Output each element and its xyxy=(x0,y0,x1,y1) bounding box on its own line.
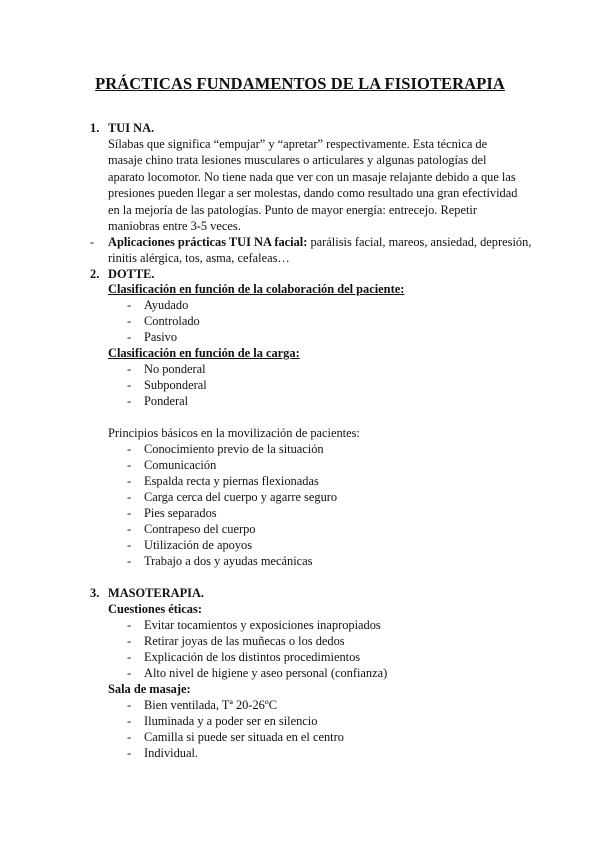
list-item: Ayudado xyxy=(144,298,189,312)
bullet-dash: - xyxy=(127,506,132,520)
bullet-dash: - xyxy=(127,378,132,392)
bullet-dash: - xyxy=(127,746,132,760)
bullet-dash: - xyxy=(127,458,132,472)
bullet-dash: - xyxy=(127,538,132,552)
subheading-ethics: Cuestiones éticas: xyxy=(108,602,202,616)
bullet-dash: - xyxy=(127,330,132,344)
bullet-dash: - xyxy=(127,650,132,664)
bullet-dash: - xyxy=(127,554,132,568)
bullet-dash: - xyxy=(127,698,132,712)
list-item: Subponderal xyxy=(144,378,207,392)
bullet-dash: - xyxy=(127,522,132,536)
list-item: Pasivo xyxy=(144,330,178,344)
subheading-collaboration: Clasificación en función de la colaboración del paciente: xyxy=(108,282,405,296)
list-item: Trabajo a dos y ayudas mecánicas xyxy=(144,554,313,568)
bullet-dash: - xyxy=(127,362,132,376)
section-3-number: 3. xyxy=(90,586,100,600)
bullet-dash: - xyxy=(127,314,132,328)
list-item: No ponderal xyxy=(144,362,206,376)
section-2-heading: DOTTE. xyxy=(108,267,155,281)
bullet-dash: - xyxy=(127,442,132,456)
applications-line xyxy=(108,234,531,250)
list-item: Alto nivel de higiene y aseo personal (confianza) xyxy=(144,666,388,680)
list-item: Ponderal xyxy=(144,394,189,408)
bullet-dash: - xyxy=(127,730,132,744)
bullet-dash: - xyxy=(127,714,132,728)
list-item: Bien ventilada, Tª 20-26ºC xyxy=(144,698,277,712)
list-item: Contrapeso del cuerpo xyxy=(144,522,256,536)
list-item: Espalda recta y piernas flexionadas xyxy=(144,474,319,488)
list-item: Iluminada y a poder ser en silencio xyxy=(144,714,318,728)
list-item: Individual. xyxy=(144,746,199,760)
list-item: Evitar tocamientos y exposiciones inapropiados xyxy=(144,618,381,632)
list-item: Controlado xyxy=(144,314,200,328)
bullet-dash: - xyxy=(127,634,132,648)
list-item: Retirar joyas de las muñecas o los dedos xyxy=(144,634,345,648)
page-title: PRÁCTICAS FUNDAMENTOS DE LA FISIOTERAPIA xyxy=(95,74,505,93)
list-item: Camilla si puede ser situada en el centro xyxy=(144,730,344,744)
section-1-number: 1. xyxy=(90,121,100,135)
list-item: Conocimiento previo de la situación xyxy=(144,442,324,456)
bullet-dash: - xyxy=(127,394,132,408)
applications-text: parálisis facial, mareos, ansiedad, depresión, xyxy=(307,235,532,249)
list-item: Carga cerca del cuerpo y agarre seguro xyxy=(144,490,338,504)
list-item: Comunicación xyxy=(144,458,217,472)
principles-heading: Principios básicos en la movilización de pacientes: xyxy=(108,426,360,440)
list-item: Explicación de los distintos procedimientos xyxy=(144,650,361,664)
section-3-heading: MASOTERAPIA. xyxy=(108,586,205,600)
section-1-heading: TUI NA. xyxy=(108,121,155,135)
bullet-dash: - xyxy=(127,618,132,632)
bullet-dash: - xyxy=(90,235,95,249)
bullet-dash: - xyxy=(127,666,132,680)
bullet-dash: - xyxy=(127,474,132,488)
subheading-load: Clasificación en función de la carga: xyxy=(108,346,300,360)
applications-text-continued: rinitis alérgica, tos, asma, cefaleas… xyxy=(108,251,290,265)
applications-label: Aplicaciones prácticas TUI NA facial: xyxy=(108,235,308,249)
list-item: Pies separados xyxy=(144,506,217,520)
bullet-dash: - xyxy=(127,298,132,312)
bullet-dash: - xyxy=(127,490,132,504)
section-1-paragraph: Sílabas que significa “empujar” y “apretar” respectivamente. Esta técnica de masaje chino trata lesiones musculares o articulares y algunas patologías del aparato locomotor. No tiene nada que ver con un masaje relajante debido a que las presiones pueden llegar a ser molestas, dando como resultado una gran efectividad en la mejoría de las patologías. Punto de mayor energía: entrecejo. Repetir maniobras entre 3-5 veces. xyxy=(108,137,518,234)
section-2-number: 2. xyxy=(90,267,100,281)
subheading-massage-room: Sala de masaje: xyxy=(108,682,191,696)
list-item: Utilización de apoyos xyxy=(144,538,253,552)
